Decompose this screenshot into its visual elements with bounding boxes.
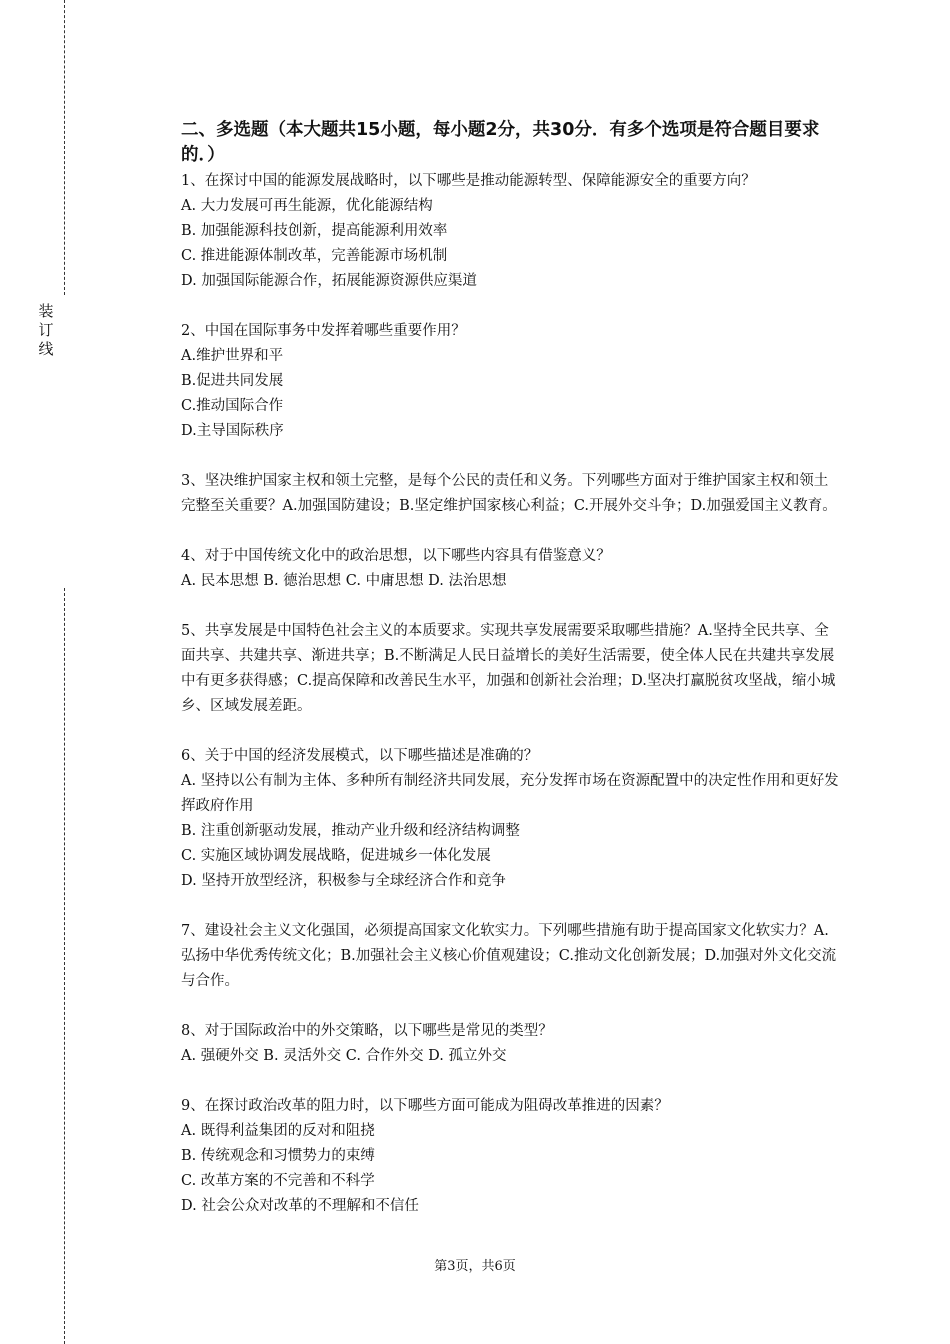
- binding-label-char: 装: [38, 302, 54, 320]
- binding-dashed-line-top: [64, 0, 65, 295]
- question-stem: 2、中国在国际事务中发挥着哪些重要作用？: [181, 323, 466, 339]
- page-number: 第3页，共6页: [434, 1259, 516, 1274]
- question-stem: 9、在探讨政治改革的阻力时，以下哪些方面可能成为阻碍改革推进的因素？: [181, 1098, 669, 1114]
- question-3: [181, 469, 841, 519]
- question-option: A. 大力发展可再生能源，优化能源结构: [181, 198, 433, 214]
- question-option: D. 坚持开放型经济，积极参与全球经济合作和竞争: [181, 873, 506, 889]
- question-option: A. 既得利益集团的反对和阻挠: [181, 1123, 375, 1139]
- question-option: C. 实施区域协调发展战略，促进城乡一体化发展: [181, 848, 491, 864]
- question-stem: 8、对于国际政治中的外交策略，以下哪些是常见的类型？: [181, 1023, 553, 1039]
- question-stem: 1、在探讨中国的能源发展战略时，以下哪些是推动能源转型、保障能源安全的重要方向？: [181, 173, 756, 189]
- question-option: D. 社会公众对改革的不理解和不信任: [181, 1198, 419, 1214]
- question-option: C. 推进能源体制改革，完善能源市场机制: [181, 248, 448, 264]
- binding-label-char: 线: [38, 340, 54, 358]
- question-4: [181, 544, 841, 594]
- question-option: A. 民本思想 B. 德治思想 C. 中庸思想 D. 法治思想: [181, 573, 507, 589]
- section-title: 二、多选题（本大题共15小题，每小题2分，共30分．有多个选项是符合题目要求的．）: [181, 120, 820, 165]
- question-stem: 7、建设社会主义文化强国，必须提高国家文化软实力。下列哪些措施有助于提高国家文化软实力？A.弘扬中华优秀传统文化；B.加强社会主义核心价值观建设；C.推动文化创新发展；D.加强对外文化交流与合作。: [181, 923, 837, 989]
- question-stem: 6、关于中国的经济发展模式，以下哪些描述是准确的？: [181, 748, 539, 764]
- question-option: D.主导国际秩序: [181, 423, 284, 439]
- question-9: [181, 1094, 841, 1219]
- question-5: [181, 619, 841, 719]
- question-stem: 3、坚决维护国家主权和领土完整，是每个公民的责任和义务。下列哪些方面对于维护国家主权和领土完整至关重要？A.加强国防建设；B.坚定维护国家核心利益；C.开展外交斗争；D.加强爱国主义教育。: [181, 473, 837, 514]
- question-option: A. 坚持以公有制为主体、多种所有制经济共同发展，充分发挥市场在资源配置中的决定性作用和更好发挥政府作用: [181, 773, 839, 814]
- question-option: B. 加强能源科技创新，提高能源利用效率: [181, 223, 448, 239]
- question-8: [181, 1019, 841, 1069]
- binding-dashed-line-bottom: [64, 588, 65, 1344]
- question-option: D. 加强国际能源合作，拓展能源资源供应渠道: [181, 273, 477, 289]
- question-option: A.维护世界和平: [181, 348, 284, 364]
- question-option: B. 传统观念和习惯势力的束缚: [181, 1148, 375, 1164]
- binding-label-char: 订: [38, 321, 54, 339]
- question-7: [181, 919, 841, 994]
- binding-label: [36, 302, 56, 359]
- question-option: C.推动国际合作: [181, 398, 284, 414]
- question-stem: 5、共享发展是中国特色社会主义的本质要求。实现共享发展需要采取哪些措施？A.坚持全民共享、全面共享、共建共享、渐进共享；B.不断满足人民日益增长的美好生活需要，使全体人民在共建共享发展中有更多获得感；C.提高保障和改善民生水平，加强和创新社会治理；D.坚决打赢脱贫攻坚战，缩小城乡、区域发展差距。: [181, 623, 836, 714]
- question-stem: 4、对于中国传统文化中的政治思想，以下哪些内容具有借鉴意义？: [181, 548, 611, 564]
- question-2: [181, 319, 841, 444]
- question-option: C. 改革方案的不完善和不科学: [181, 1173, 375, 1189]
- question-option: A. 强硬外交 B. 灵活外交 C. 合作外交 D. 孤立外交: [181, 1048, 507, 1064]
- question-option: B.促进共同发展: [181, 373, 284, 389]
- question-1: [181, 169, 841, 294]
- question-option: B. 注重创新驱动发展，推动产业升级和经济结构调整: [181, 823, 520, 839]
- question-6: [181, 744, 841, 894]
- exam-content: [181, 118, 841, 1244]
